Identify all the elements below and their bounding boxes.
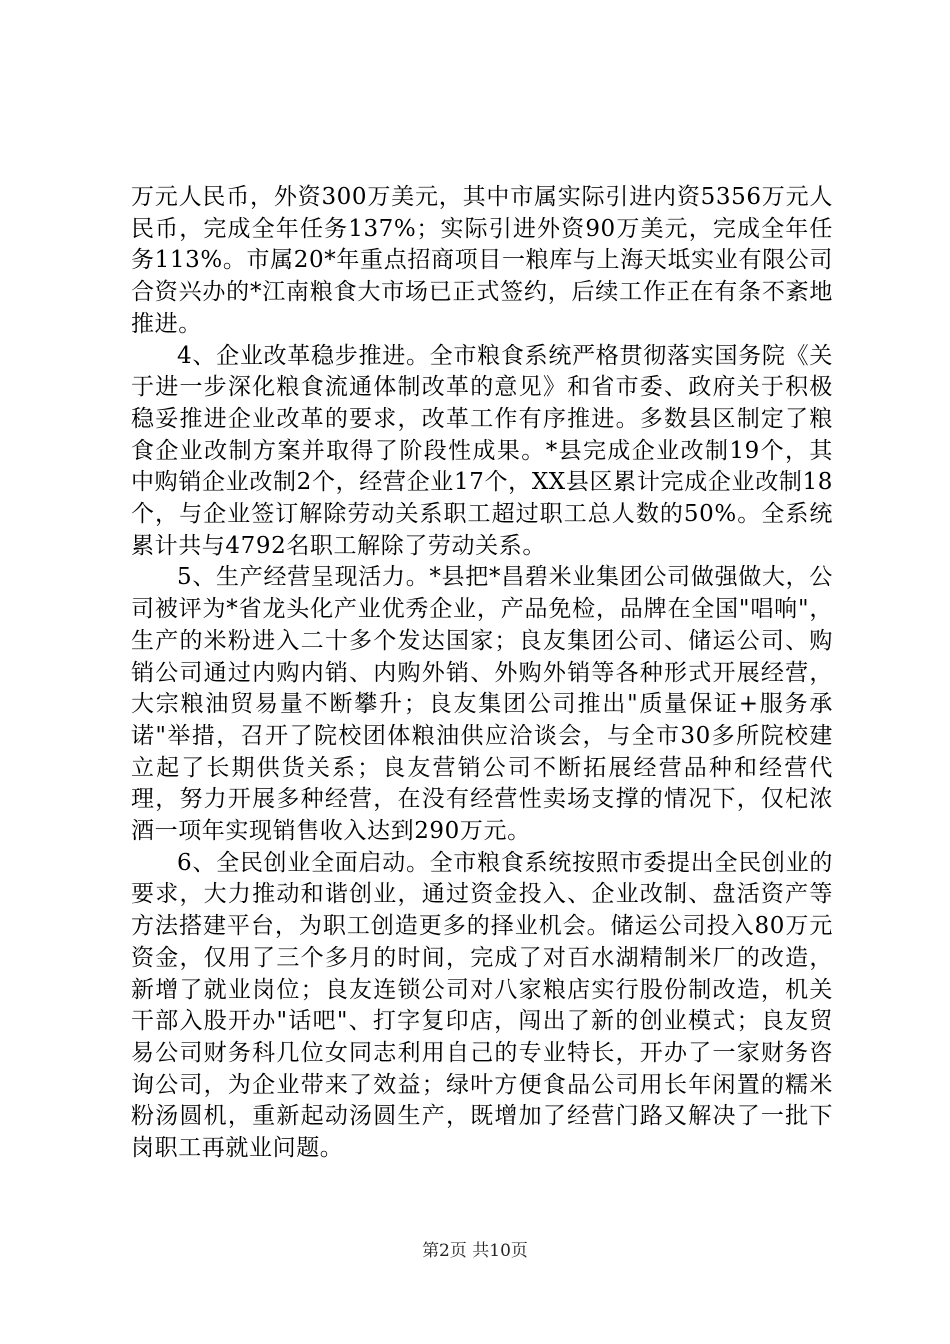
document-body — [131, 182, 833, 1165]
paragraph-6-entrepreneurship: 6、全民创业全面启动。全市粮食系统按照市委提出全民创业的要求，大力推动和谐创业，通过资金投入、企业改制、盘活资产等方法搭建平台，为职工创造更多的择业机会。储运公司投入80万元资金，仅用了三个多月的时间，完成了对百水湖精制米厂的改造，新增了就业岗位；良友连锁公司对八家粮店实行股份制改造，机关干部入股开办"话吧"、打字复印店，闯出了新的创业模式；良友贸易公司财务科几位女同志利用自己的专业特长，开办了一家财务咨询公司，为企业带来了效益；绿叶方便食品公司用长年闲置的糯米粉汤圆机，重新起动汤圆生产，既增加了经营门路又解决了一批下岗职工再就业问题。 — [131, 849, 833, 1162]
paragraph-5-production-operation: 5、生产经营呈现活力。*县把*昌碧米业集团公司做强做大，公司被评为*省龙头化产业优秀企业，产品免检，品牌在全国"唱响"，生产的米粉进入二十多个发达国家；良友集团公司、储运公司、购销公司通过内购内销、内购外销、外购外销等各种形式开展经营，大宗粮油贸易量不断攀升；良友集团公司推出"质量保证+服务承诺"举措，召开了院校团体粮油供应洽谈会，与全市30多所院校建立起了长期供货关系；良友营销公司不断拓展经营品种和经营代理，努力开展多种经营，在没有经营性卖场支撑的情况下，仅杞浓酒一项年实现销售收入达到290万元。 — [131, 564, 833, 845]
paragraph-4-enterprise-reform: 4、企业改革稳步推进。全市粮食系统严格贯彻落实国务院《关于进一步深化粮食流通体制改革的意见》和省市委、政府关于积极稳妥推进企业改革的要求，改革工作有序推进。多数县区制定了粮食企业改制方案并取得了阶段性成果。*县完成企业改制19个，其中购销企业改制2个，经营企业17个，XX县区累计完成企业改制18个，与企业签订解除劳动关系职工超过职工总人数的50%。全系统累计共与4792名职工解除了劳动关系。 — [131, 342, 833, 559]
paragraph-continuation: 万元人民币，外资300万美元，其中市属实际引进内资5356万元人民币，完成全年任务137%；实际引进外资90万美元，完成全年任务113%。市属20*年重点招商项目一粮库与上海天坻实业有限公司合资兴办的*江南粮食大市场已正式签约，后续工作正在有条不紊地推进。 — [131, 184, 833, 337]
page-number-footer: 第2页 共10页 — [422, 1241, 528, 1261]
